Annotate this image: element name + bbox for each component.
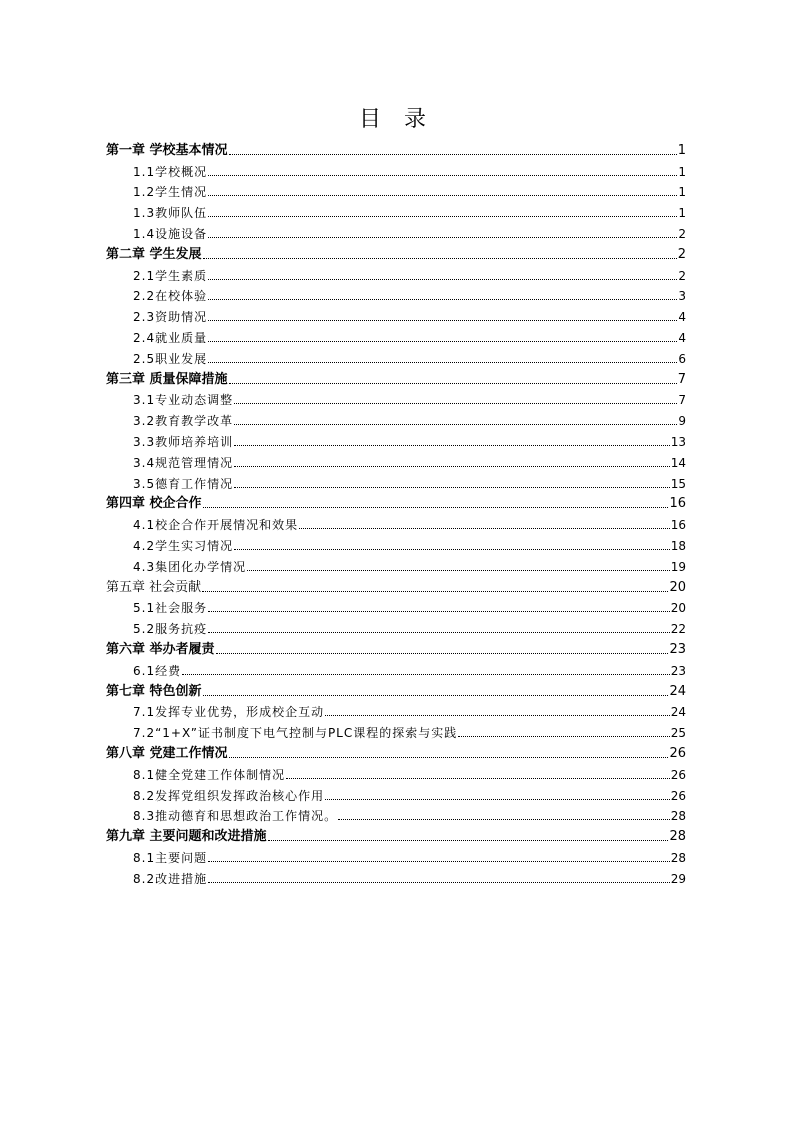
toc-section-entry[interactable] (106, 595, 686, 616)
toc-section-entry[interactable] (106, 803, 686, 824)
toc-entry-label: 1.3教师队伍 (133, 206, 208, 221)
dot-leader (234, 465, 670, 467)
toc-section-entry[interactable] (106, 407, 686, 428)
dot-leader (208, 298, 677, 300)
toc-chapter-entry[interactable] (106, 241, 686, 262)
toc-page-number: 22 (670, 622, 686, 637)
toc-entry-label: 1.4设施设备 (133, 226, 208, 241)
dot-leader (208, 340, 677, 342)
toc-entry-label: 3.1专业动态调整 (133, 393, 234, 408)
toc-entry-label: 5.1社会服务 (133, 601, 208, 616)
dot-leader (208, 319, 677, 321)
toc-chapter-entry[interactable] (106, 740, 686, 761)
toc-entry-label: 第七章 特色创新 (106, 683, 202, 699)
toc-page-number: 14 (670, 455, 686, 470)
toc-section-entry[interactable] (106, 657, 686, 678)
toc-section-entry[interactable] (106, 303, 686, 324)
toc-page-number: 28 (670, 809, 686, 824)
toc-section-entry[interactable] (106, 470, 686, 491)
dot-leader (203, 506, 669, 508)
toc-page-number: 7 (678, 393, 686, 408)
dot-leader (234, 423, 677, 425)
toc-entry-label: 3.4规范管理情况 (133, 455, 234, 470)
dot-leader (325, 798, 670, 800)
toc-page-number: 6 (678, 351, 686, 366)
dot-leader (202, 590, 668, 592)
toc-entry-label: 8.2改进措施 (133, 871, 208, 886)
toc-section-entry[interactable] (106, 844, 686, 865)
toc-section-entry[interactable] (106, 761, 686, 782)
toc-entry-label: 4.3集团化办学情况 (133, 559, 247, 574)
dot-leader (208, 361, 677, 363)
toc-section-entry[interactable] (106, 387, 686, 408)
dot-leader (208, 860, 670, 862)
toc-entry-label: 7.1发挥专业优势，形成校企互动 (133, 705, 325, 720)
toc-page-number: 1 (678, 164, 686, 179)
toc-chapter-entry[interactable] (106, 574, 686, 595)
toc-page-number: 24 (670, 705, 686, 720)
toc-section-entry[interactable] (106, 615, 686, 636)
toc-entry-label: 2.5职业发展 (133, 351, 208, 366)
toc-section-entry[interactable] (106, 199, 686, 220)
toc-entry-label: 7.2“1+X”证书制度下电气控制与PLC课程的探索与实践 (133, 726, 458, 741)
toc-section-entry[interactable] (106, 865, 686, 886)
toc-page-number: 4 (678, 330, 686, 345)
toc-page-number: 28 (670, 850, 686, 865)
dot-leader (286, 777, 670, 779)
toc-entry-label: 5.2服务抗疫 (133, 622, 208, 637)
toc-page-number: 20 (670, 601, 686, 616)
toc-page-number: 29 (670, 871, 686, 886)
dot-leader (208, 236, 677, 238)
toc-section-entry[interactable] (106, 283, 686, 304)
toc-entry-label: 第二章 学生发展 (106, 246, 202, 262)
dot-leader (299, 527, 670, 529)
dot-leader (203, 694, 669, 696)
toc-chapter-entry[interactable] (106, 366, 686, 387)
toc-entry-label: 2.1学生素质 (133, 268, 208, 283)
dot-leader (208, 610, 670, 612)
toc-entry-label: 第九章 主要问题和改进措施 (106, 829, 267, 845)
toc-entry-label: 第一章 学校基本情况 (106, 142, 228, 158)
dot-leader (208, 631, 670, 633)
toc-section-entry[interactable] (106, 782, 686, 803)
dot-leader (325, 714, 670, 716)
toc-page-number: 19 (670, 559, 686, 574)
toc-chapter-entry[interactable] (106, 823, 686, 844)
dot-leader (208, 278, 677, 280)
toc-entry-label: 8.3推动德育和思想政治工作情况。 (133, 809, 338, 824)
toc-page-number: 2 (678, 226, 686, 241)
toc-page-number: 23 (670, 663, 686, 678)
toc-page-number: 9 (678, 414, 686, 429)
toc-page-number: 26 (670, 767, 686, 782)
toc-entry-label: 第六章 举办者履责 (106, 641, 215, 657)
toc-section-entry[interactable] (106, 345, 686, 366)
toc-entry-label: 8.2发挥党组织发挥政治核心作用 (133, 788, 325, 803)
dot-leader (208, 215, 677, 217)
dot-leader (234, 444, 670, 446)
toc-section-entry[interactable] (106, 324, 686, 345)
toc-page-number: 24 (669, 683, 686, 699)
toc-entry-label: 3.3教师培养培训 (133, 434, 234, 449)
toc-section-entry[interactable] (106, 179, 686, 200)
toc-section-entry[interactable] (106, 158, 686, 179)
dot-leader (458, 735, 669, 737)
dot-leader (234, 486, 670, 488)
toc-page-number: 15 (670, 476, 686, 491)
toc-entry-label: 第八章 党建工作情况 (106, 745, 228, 761)
dot-leader (247, 569, 670, 571)
toc-entry-label: 6.1经费 (133, 663, 182, 678)
toc-page-number: 7 (677, 371, 686, 387)
toc-chapter-entry[interactable] (106, 491, 686, 512)
toc-page-number: 16 (670, 518, 686, 533)
toc-page-number: 26 (670, 788, 686, 803)
toc-entry-label: 2.3资助情况 (133, 310, 208, 325)
toc-page-number: 2 (678, 268, 686, 283)
toc-entry-label: 2.4就业质量 (133, 330, 208, 345)
toc-page-number: 4 (678, 310, 686, 325)
toc-section-entry[interactable] (106, 719, 686, 740)
toc-page-number: 25 (670, 726, 686, 741)
toc-entry-label: 第三章 质量保障措施 (106, 371, 228, 387)
dot-leader (216, 652, 669, 654)
dot-leader (229, 756, 669, 758)
toc-entry-label: 1.1学校概况 (133, 164, 208, 179)
dot-leader (234, 402, 677, 404)
toc-section-entry[interactable] (106, 699, 686, 720)
dot-leader (203, 257, 677, 259)
toc-page-number: 18 (670, 538, 686, 553)
toc-entry-label: 第四章 校企合作 (106, 496, 202, 512)
toc-page-number: 16 (669, 496, 686, 512)
toc-entry-label: 2.2在校体验 (133, 289, 208, 304)
dot-leader (338, 818, 670, 820)
toc-entry-label: 8.1健全党建工作体制情况 (133, 767, 286, 782)
toc-chapter-entry[interactable] (106, 636, 686, 657)
toc-section-entry[interactable] (106, 262, 686, 283)
toc-title: 目 录 (359, 107, 434, 132)
dot-leader (229, 153, 677, 155)
toc-entry-label: 1.2学生情况 (133, 185, 208, 200)
toc-page-number: 23 (669, 641, 686, 657)
dot-leader (208, 194, 677, 196)
toc-entry-label: 3.2教育教学改革 (133, 414, 234, 429)
dot-leader (268, 839, 669, 841)
toc-page-number: 13 (670, 434, 686, 449)
toc-page-number: 2 (677, 246, 686, 262)
toc-page-number: 1 (678, 206, 686, 221)
toc-chapter-entry[interactable] (106, 137, 686, 158)
toc-page-number: 26 (669, 745, 686, 761)
toc-section-entry[interactable] (106, 449, 686, 470)
toc-chapter-entry[interactable] (106, 678, 686, 699)
dot-leader (234, 548, 670, 550)
toc-page-number: 20 (669, 579, 686, 595)
toc-section-entry[interactable] (106, 220, 686, 241)
dot-leader (229, 382, 677, 384)
toc-entry-label: 第五章 社会贡献 (106, 579, 202, 595)
toc-section-entry[interactable] (106, 511, 686, 532)
toc-entry-label: 4.1校企合作开展情况和效果 (133, 518, 299, 533)
toc-page-number: 1 (678, 185, 686, 200)
dot-leader (182, 673, 670, 675)
toc-section-entry[interactable] (106, 553, 686, 574)
dot-leader (208, 881, 670, 883)
toc-entry-label: 8.1主要问题 (133, 850, 208, 865)
table-of-contents (106, 137, 686, 886)
toc-section-entry[interactable] (106, 428, 686, 449)
toc-entry-label: 4.2学生实习情况 (133, 538, 234, 553)
dot-leader (208, 174, 677, 176)
toc-entry-label: 3.5德育工作情况 (133, 476, 234, 491)
toc-page-number: 28 (669, 829, 686, 845)
toc-page-number: 3 (678, 289, 686, 304)
toc-page-number: 1 (677, 142, 686, 158)
toc-section-entry[interactable] (106, 532, 686, 553)
